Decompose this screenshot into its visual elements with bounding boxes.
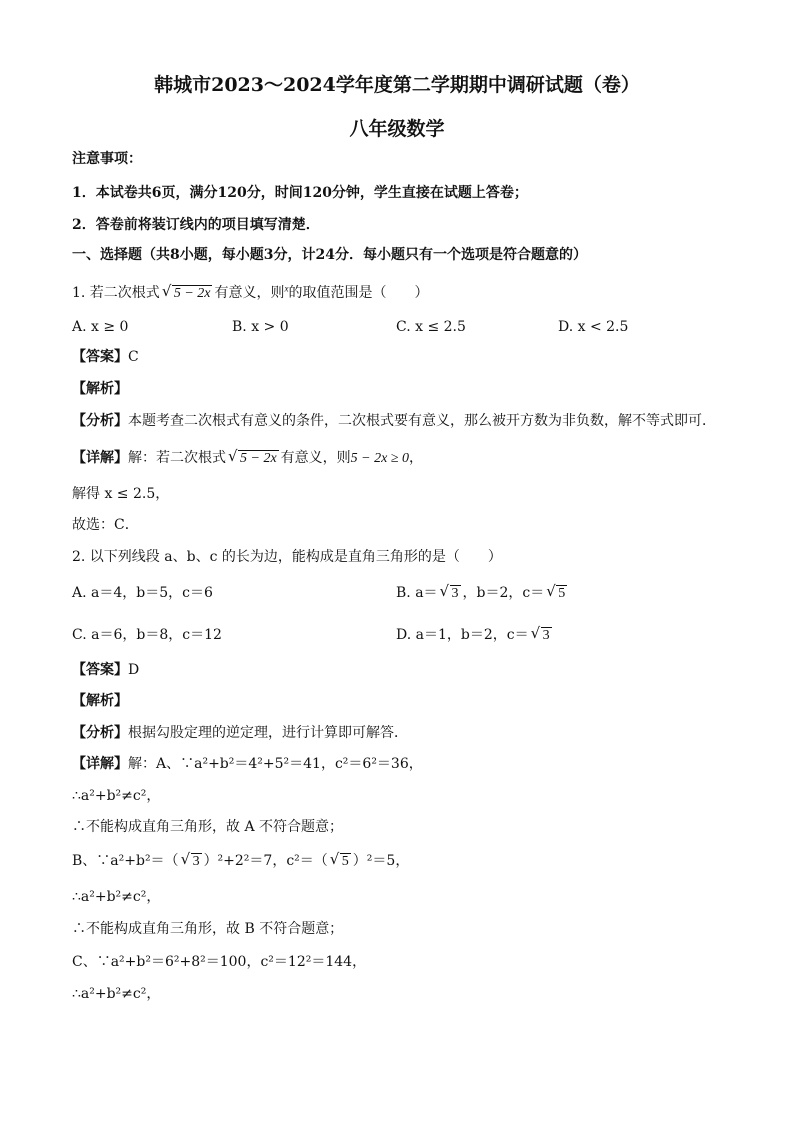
q1-option-c: C. x ≤ 2.5: [396, 319, 466, 335]
q1-xiangjie: 【详解】解：若二次根式√ 5 − 2x 有意义，则5 − 2x ≥ 0，: [72, 449, 423, 468]
q2-analysis-label: 【解析】: [72, 693, 128, 709]
q1-stem: 1. 若二次根式√ 5 − 2x 有意义，则$^x$的取值范围是（ ）: [72, 284, 428, 303]
section-heading: 一、选择题（共8小题，每小题3分，计24分．每小题只有一个选项是符合题意的）: [72, 247, 587, 263]
q2-xiangjie-line-1: 【详解】解：A、∵a²+b²＝4²+5²＝41，c²＝6²＝36，: [72, 756, 423, 772]
notes-item-1: 1．本试卷共6页，满分120分，时间120分钟，学生直接在试题上答卷；: [72, 185, 528, 201]
notes-heading: 注意事项：: [72, 151, 142, 167]
q2-option-a: A. a＝4，b＝5，c＝6: [72, 585, 213, 601]
q1-option-a: A. x ≥ 0: [72, 319, 129, 335]
q2-option-b-radical-a: √ 3: [440, 584, 461, 603]
q1-fenxi: 【分析】本题考查二次根式有意义的条件，二次根式要有意义，那么被开方数为非负数，解不等式即可．: [72, 413, 716, 429]
q2-xiangjie-line-6: ∴不能构成直角三角形，故 B 不符合题意；: [72, 921, 344, 937]
q2-xiangjie-line-3: ∴不能构成直角三角形，故 A 不符合题意；: [72, 819, 344, 835]
q1-xiangjie-radical: √ 5 − 2x: [228, 449, 279, 468]
q2-fenxi: 【分析】根据勾股定理的逆定理，进行计算即可解答．: [72, 725, 408, 741]
q1-analysis-label: 【解析】: [72, 381, 128, 397]
exam-subtitle: 八年级数学: [349, 118, 445, 140]
q1-solve: 解得 x ≤ 2.5，: [72, 486, 170, 502]
q2-stem: 2. 以下列线段 a、b、c 的长为边，能构成是直角三角形的是（ ）: [72, 549, 502, 565]
q2-answer: 【答案】D: [72, 662, 140, 678]
q2-xiangjie-line-8: ∴a²+b²≠c²，: [72, 986, 161, 1002]
q2-option-d-radical: √ 3: [531, 626, 552, 645]
q1-option-d: D. x < 2.5: [558, 319, 629, 335]
q2-option-b-radical-c: √ 5: [546, 584, 567, 603]
q2-xiangjie-line-7: C、∵a²+b²＝6²+8²＝100，c²＝12²＝144，: [72, 954, 367, 970]
q1-answer: 【答案】C: [72, 349, 139, 365]
q2-xiangjie-line-5: ∴a²+b²≠c²，: [72, 889, 161, 905]
q1-radical: √ 5 − 2x: [162, 284, 213, 303]
q1-option-b: B. x > 0: [232, 319, 289, 335]
q2-option-d: D. a＝1，b＝2，c＝√ 3: [396, 626, 554, 645]
q2-xiangjie-line-2: ∴a²+b²≠c²，: [72, 788, 161, 804]
notes-item-2: 2．答卷前将装订线内的项目填写清楚．: [72, 217, 320, 233]
q2-option-b: B. a＝√ 3 ，b＝2，c＝√ 5: [396, 584, 569, 603]
q2-line4-radical-5: √ 5: [330, 852, 351, 871]
q2-option-c: C. a＝6，b＝8，c＝12: [72, 627, 222, 643]
exam-title: 韩城市2023～2024学年度第二学期期中调研试题（卷）: [154, 74, 640, 96]
q2-line4-radical-3: √ 3: [181, 852, 202, 871]
q2-xiangjie-line-4: B、∵a²+b²＝（√ 3 ）²+2²＝7，c²＝（√ 5 ）²＝5，: [72, 852, 409, 871]
q1-choose: 故选：C．: [72, 517, 139, 533]
